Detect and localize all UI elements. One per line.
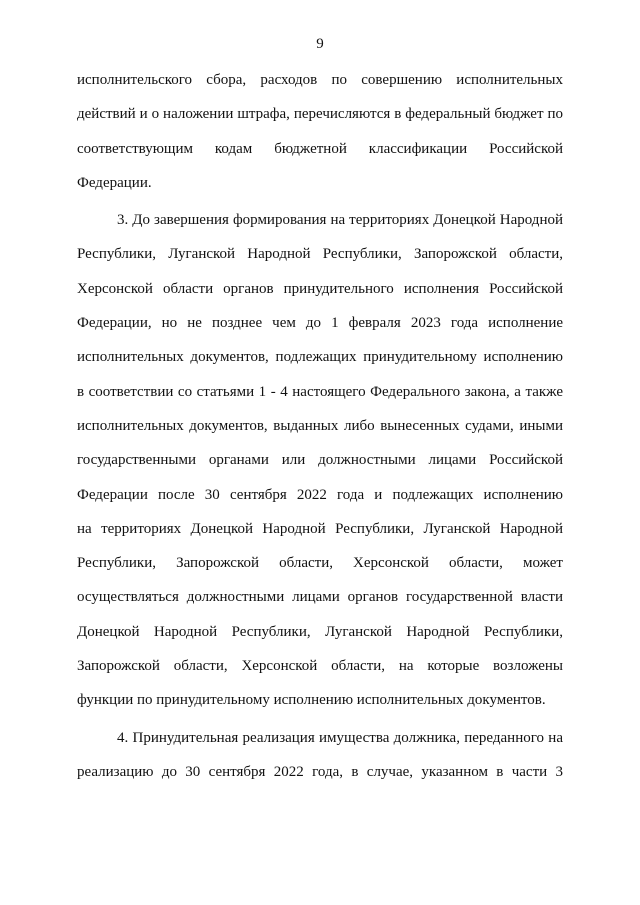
text-line: Донецкой Народной Республики, Луганской Народной Республики, bbox=[77, 623, 563, 640]
text-line: действий и о наложении штрафа, перечисляются в федеральный бюджет по bbox=[77, 106, 563, 123]
text-line: Федерации после 30 сентября 2022 года и подлежащих исполнению bbox=[77, 486, 563, 503]
paragraph-continuation bbox=[77, 66, 563, 203]
text-line: Херсонской области органов принудительного исполнения Российской bbox=[77, 280, 563, 297]
paragraph-section-4 bbox=[77, 724, 563, 793]
paragraph-section-3 bbox=[77, 206, 563, 720]
text-line: соответствующим кодам бюджетной классификации Российской bbox=[77, 140, 563, 157]
page-number: 9 bbox=[316, 36, 324, 52]
document-body bbox=[77, 66, 563, 792]
text-line: реализацию до 30 сентября 2022 года, в случае, указанном в части 3 bbox=[77, 763, 563, 780]
text-line: 3. До завершения формирования на территориях Донецкой Народной bbox=[117, 212, 563, 229]
text-line: Республики, Луганской Народной Республики, Запорожской области, bbox=[77, 246, 563, 263]
text-line: Федерации. bbox=[77, 174, 152, 191]
text-line: функции по принудительному исполнению исполнительных документов. bbox=[77, 692, 546, 709]
text-line: Федерации, но не позднее чем до 1 февраля 2023 года исполнение bbox=[77, 315, 563, 332]
text-line: осуществляться должностными лицами органов государственной власти bbox=[77, 589, 563, 606]
text-line: исполнительных документов, подлежащих принудительному исполнению bbox=[77, 349, 563, 366]
text-line: исполнительных документов, выданных либо вынесенных судами, иными bbox=[77, 417, 563, 434]
text-line: государственными органами или должностными лицами Российской bbox=[77, 452, 563, 469]
text-line: на территориях Донецкой Народной Республики, Луганской Народной bbox=[77, 520, 563, 537]
text-line: в соответствии со статьями 1 - 4 настоящего Федерального закона, а также bbox=[77, 383, 563, 400]
text-line: 4. Принудительная реализация имущества должника, переданного на bbox=[117, 729, 563, 746]
text-line: исполнительского сбора, расходов по совершению исполнительных bbox=[77, 72, 563, 88]
text-line: Запорожской области, Херсонской области, на которые возложены bbox=[77, 658, 563, 675]
text-line: Республики, Запорожской области, Херсонской области, может bbox=[77, 555, 563, 572]
